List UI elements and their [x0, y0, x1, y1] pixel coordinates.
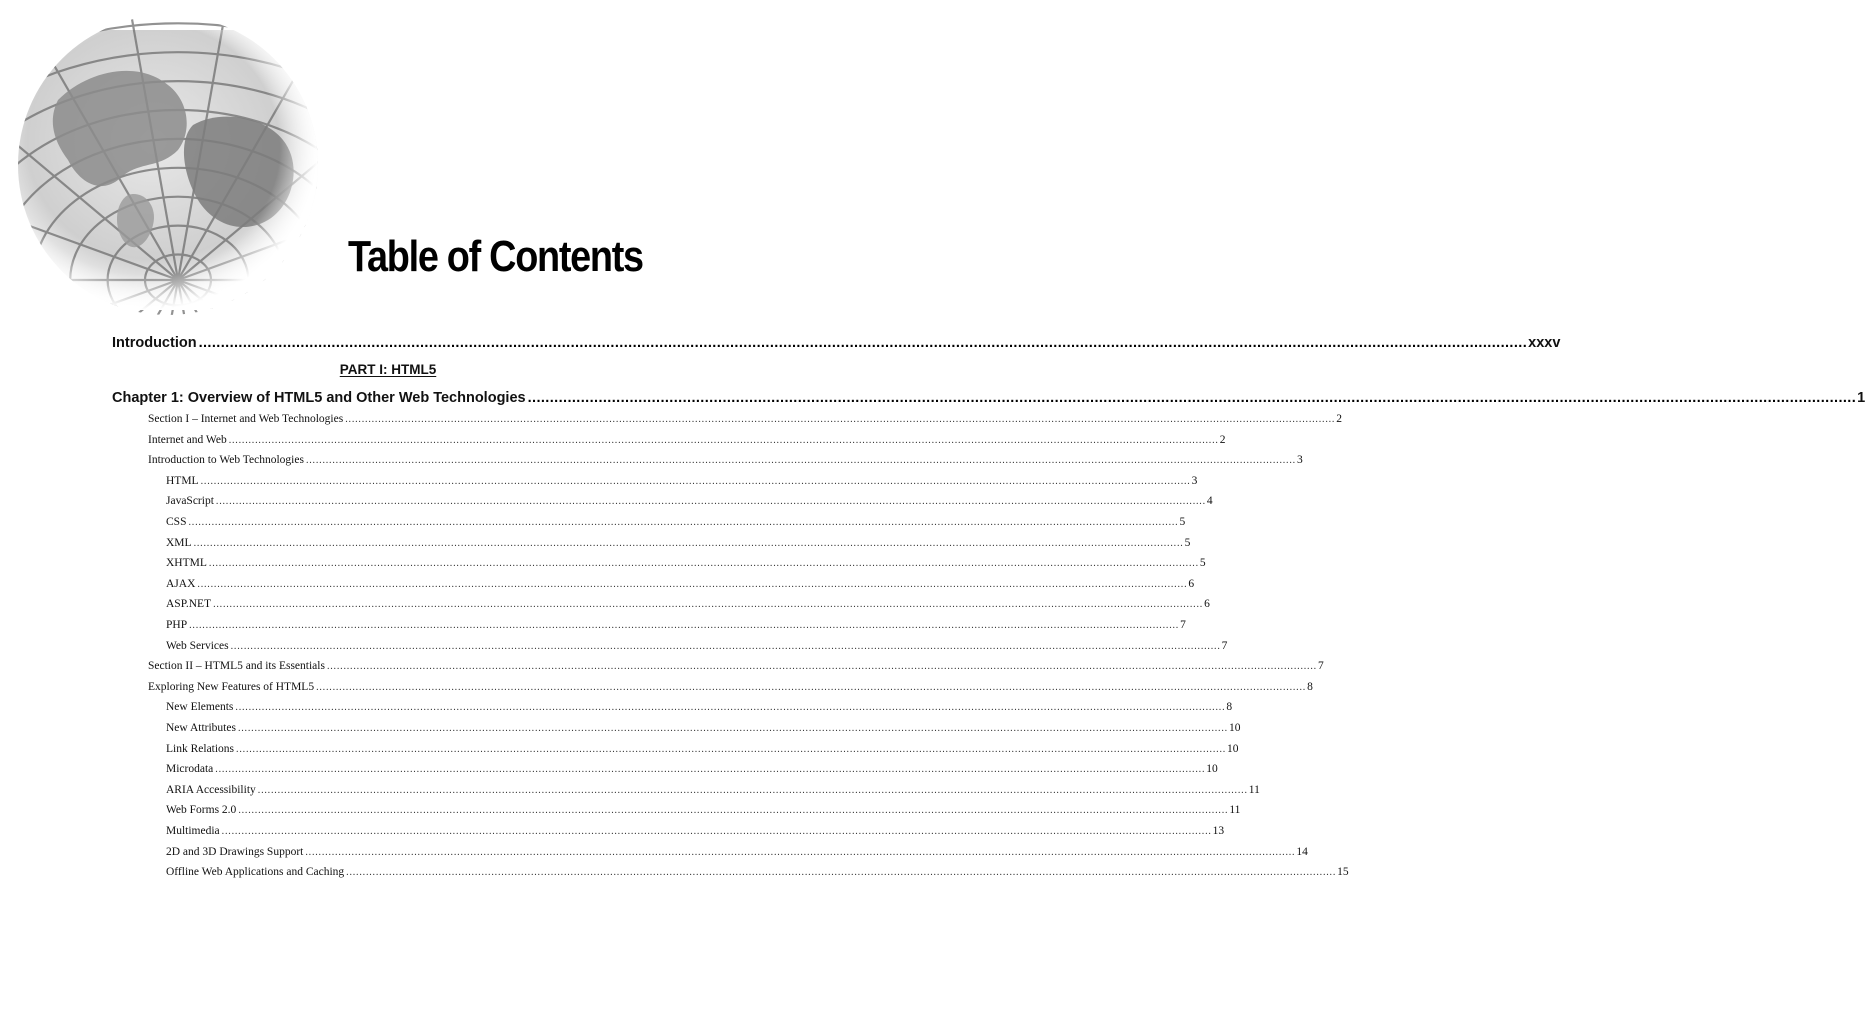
toc-entry[interactable] — [166, 619, 1186, 631]
dot-leader: ............................................................................................................................................................................................................................................................................................................ — [235, 702, 1226, 714]
dot-leader: ............................................................................................................................................................................................................................................................................................................ — [305, 455, 1296, 467]
toc-entry-label: Internet and Web — [148, 433, 227, 446]
toc-entry[interactable] — [166, 804, 1241, 817]
toc-entry[interactable] — [166, 701, 1233, 714]
toc-entry-label: XML — [166, 536, 192, 549]
toc-entry[interactable] — [166, 783, 1260, 796]
toc-entry-label: ARIA Accessibility — [166, 783, 256, 796]
dot-leader: ............................................................................................................................................................................................................................................................................................................ — [230, 640, 1221, 652]
toc-entry[interactable] — [166, 825, 1225, 837]
toc-entry-page: 5 — [1184, 536, 1191, 549]
toc-entry-label: ASP.NET — [166, 598, 212, 611]
dot-leader: ............................................................................................................................................................................................................................................................................................................ — [345, 414, 1336, 425]
toc-entry[interactable] — [148, 680, 1313, 693]
dot-leader: ............................................................................................................................................................................................................................................................................................................ — [326, 661, 1317, 673]
toc-entry-label: Section I – Internet and Web Technologies — [148, 413, 344, 425]
dot-leader: ............................................................................................................................................................................................................................................................................................................ — [346, 867, 1337, 879]
toc-entry[interactable] — [148, 454, 1303, 467]
toc-entry-page: 6 — [1188, 577, 1195, 590]
dot-leader: ............................................................................................................................................................................................................................................................................................................ — [228, 434, 1219, 446]
dot-leader: ............................................................................................................................................................................................................................................................................................................ — [237, 723, 1228, 734]
toc-entry-label: 2D and 3D Drawings Support — [166, 845, 304, 858]
toc-entry[interactable] — [166, 866, 1349, 879]
toc-entry-page: 5 — [1199, 557, 1206, 570]
toc-entry-page: 3 — [1296, 454, 1303, 467]
toc-entry-label: AJAX — [166, 577, 196, 590]
toc-entry-page: 14 — [1296, 845, 1308, 858]
toc-entry-page: 11 — [1248, 783, 1260, 796]
toc-entry-label: Web Services — [166, 639, 229, 652]
toc-entry-page: 1 — [1857, 390, 1865, 406]
dot-leader: ............................................................................................................................................................................................................................................................................................................ — [238, 805, 1229, 817]
toc-entry-label: Introduction — [112, 335, 197, 351]
toc-entry-page: 10 — [1206, 763, 1218, 776]
toc-entry[interactable] — [166, 722, 1241, 734]
toc-entry-label: Web Forms 2.0 — [166, 804, 237, 817]
toc-entry[interactable] — [148, 433, 1226, 446]
dot-leader: ............................................................................................................................................................................................................................................................................................................ — [221, 826, 1212, 837]
toc-entry[interactable] — [148, 413, 1342, 425]
toc-entry-label: New Attributes — [166, 722, 236, 734]
toc-entry-page: 2 — [1219, 433, 1226, 446]
toc-entry[interactable] — [166, 536, 1191, 549]
toc-entry-page: xxxv — [1528, 335, 1561, 351]
toc-entry-label: New Elements — [166, 701, 234, 714]
toc-entry-page: 4 — [1206, 495, 1213, 508]
toc-entry-label: Introduction to Web Technologies — [148, 454, 304, 467]
dot-leader: ............................................................................................................................................................................................................................................................................................................ — [189, 620, 1180, 631]
toc-entry-page: 13 — [1212, 825, 1225, 837]
toc-entry[interactable] — [166, 474, 1198, 487]
toc-entry-page: 15 — [1337, 866, 1349, 879]
toc-entry-page: 7 — [1221, 639, 1228, 652]
toc-entry[interactable] — [148, 660, 1324, 673]
toc-entry-introduction[interactable] — [112, 335, 1561, 351]
toc-entry-page: 6 — [1204, 598, 1210, 611]
globe-illustration — [18, 30, 318, 310]
toc-entry-label: Link Relations — [166, 742, 235, 755]
dot-leader: ............................................................................................................................................................................................................................................................................................................ — [305, 846, 1296, 858]
toc-entry[interactable] — [166, 598, 1210, 611]
dot-leader: ............................................................................................................................................................................................................................................................................................................ — [215, 496, 1206, 508]
toc-entry-page: 7 — [1317, 660, 1324, 673]
toc-entry[interactable] — [166, 495, 1213, 508]
toc-entry[interactable] — [166, 742, 1239, 755]
toc-entry-label: JavaScript — [166, 495, 214, 508]
dot-leader: ............................................................................................................................................................................................................................................................................................................ — [188, 517, 1179, 528]
toc-entry-label: Section II – HTML5 and its Essentials — [148, 660, 325, 673]
page-title: Table of Contents — [348, 232, 643, 281]
toc-entry-label: Multimedia — [166, 825, 220, 837]
dot-leader: ............................................................................................................................................................................................................................................................................................................ — [198, 335, 1528, 351]
toc-entry-page: 11 — [1229, 804, 1241, 817]
toc-entry-page: 10 — [1227, 742, 1239, 755]
toc-entry-page: 5 — [1179, 516, 1186, 528]
toc-entry-page: 8 — [1307, 680, 1313, 693]
part-heading: PART I: HTML5 — [339, 362, 437, 377]
dot-leader: ............................................................................................................................................................................................................................................................................................................ — [527, 390, 1857, 406]
toc-entry-page: 10 — [1228, 722, 1241, 734]
toc-entry[interactable] — [166, 639, 1228, 652]
toc-entry-label: Microdata — [166, 763, 214, 776]
toc-entry-page: 7 — [1180, 619, 1186, 631]
toc-entry-label: Offline Web Applications and Caching — [166, 866, 345, 879]
toc-entry-page: 3 — [1191, 474, 1198, 487]
toc-entry-label: PHP — [166, 619, 188, 631]
dot-leader: ............................................................................................................................................................................................................................................................................................................ — [208, 558, 1199, 570]
toc-entry-label: CSS — [166, 516, 187, 528]
toc-entry[interactable] — [166, 763, 1218, 776]
dot-leader: ............................................................................................................................................................................................................................................................................................................ — [316, 681, 1307, 693]
dot-leader: ............................................................................................................................................................................................................................................................................................................ — [213, 599, 1204, 611]
toc-entry-label: Exploring New Features of HTML5 — [148, 680, 315, 693]
toc-entry-label: XHTML — [166, 557, 207, 570]
dot-leader: ............................................................................................................................................................................................................................................................................................................ — [197, 578, 1188, 590]
toc-entry[interactable] — [166, 557, 1206, 570]
dot-leader: ............................................................................................................................................................................................................................................................................................................ — [200, 475, 1191, 487]
toc-entry-page: 8 — [1226, 701, 1233, 714]
toc-entry-label: Chapter 1: Overview of HTML5 and Other Web Technologies — [112, 390, 526, 406]
dot-leader: ............................................................................................................................................................................................................................................................................................................ — [193, 537, 1184, 549]
dot-leader: ............................................................................................................................................................................................................................................................................................................ — [215, 764, 1206, 776]
toc-entry[interactable] — [166, 845, 1308, 858]
toc-entry[interactable] — [166, 516, 1186, 528]
toc-entry-page: 2 — [1336, 413, 1342, 425]
dot-leader: ............................................................................................................................................................................................................................................................................................................ — [257, 784, 1248, 796]
toc-entry[interactable] — [166, 577, 1195, 590]
toc-entry-chapter-1[interactable] — [112, 390, 1865, 406]
dot-leader: ............................................................................................................................................................................................................................................................................................................ — [236, 743, 1227, 755]
toc-entry-label: HTML — [166, 474, 199, 487]
